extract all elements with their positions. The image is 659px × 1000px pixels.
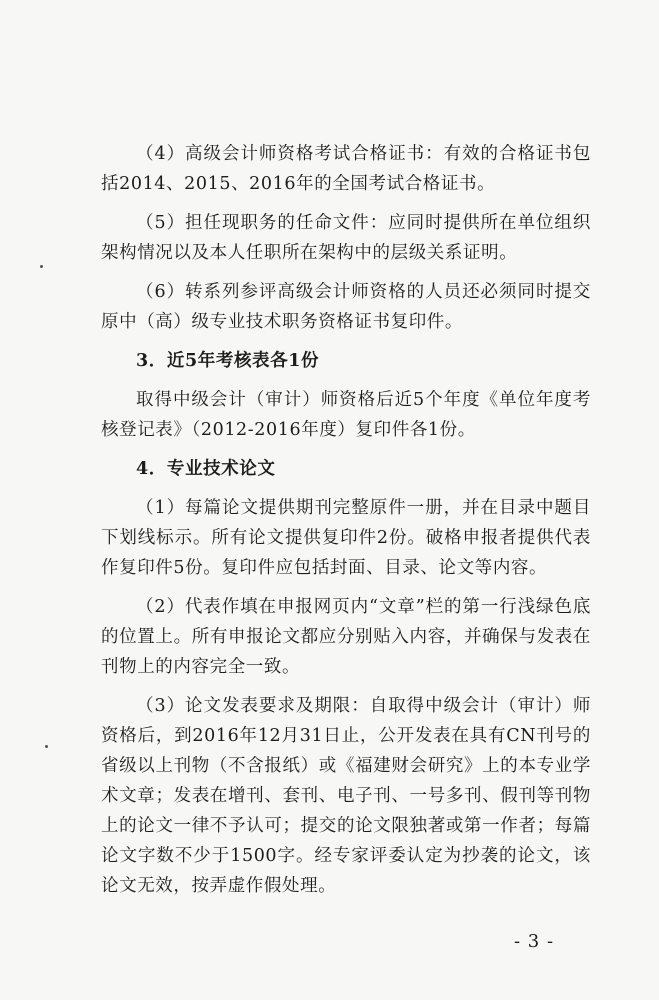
binding-mark-top: [40, 265, 43, 268]
page-number: - 3 -: [514, 931, 555, 952]
paragraph-paper-2: （2）代表作填在申报网页内“文章”栏的第一行浅绿色底的位置上。所有申报论文都应分别贴入内容，并确保与发表在刊物上的内容完全一致。: [101, 597, 591, 677]
paragraph-item-5: （5）担任现职务的任命文件：应同时提供所在单位组织架构情况以及本人任职所在架构中的层级关系证明。: [101, 213, 591, 263]
section-heading-3: 3．近5年考核表各1份: [136, 351, 320, 371]
paragraph-assessment: 取得中级会计（审计）师资格后近5个年度《单位年度考核登记表》（2012-2016年度）复印件各1份。: [101, 390, 591, 440]
document-body: [101, 139, 591, 910]
paragraph-paper-3: （3）论文发表要求及期限：自取得中级会计（审计）师资格后，到2016年12月31日止，公开发表在具有CN刊号的省级以上刊物（不含报纸）或《福建财会研究》上的本专业学术文章；发表在增刊、套刊、电子刊、一号多刊、假刊等刊物上的论文一律不予认可；提交的论文限独著或第一作者；每篇论文字数不少于1500字。经专家评委认定为抄袭的论文，该论文无效，按弄虚作假处理。: [101, 696, 591, 896]
paragraph-item-6: （6）转系列参评高级会计师资格的人员还必须同时提交原中（高）级专业技术职务资格证书复印件。: [101, 282, 591, 332]
section-heading-4: 4．专业技术论文: [136, 459, 276, 479]
binding-mark-bottom: [45, 745, 48, 748]
paragraph-item-4: （4）高级会计师资格考试合格证书：有效的合格证书包括2014、2015、2016年的全国考试合格证书。: [101, 144, 591, 194]
paragraph-paper-1: （1）每篇论文提供期刊完整原件一册，并在目录中题目下划线标示。所有论文提供复印件2份。破格申报者提供代表作复印件5份。复印件应包括封面、目录、论文等内容。: [101, 498, 591, 578]
